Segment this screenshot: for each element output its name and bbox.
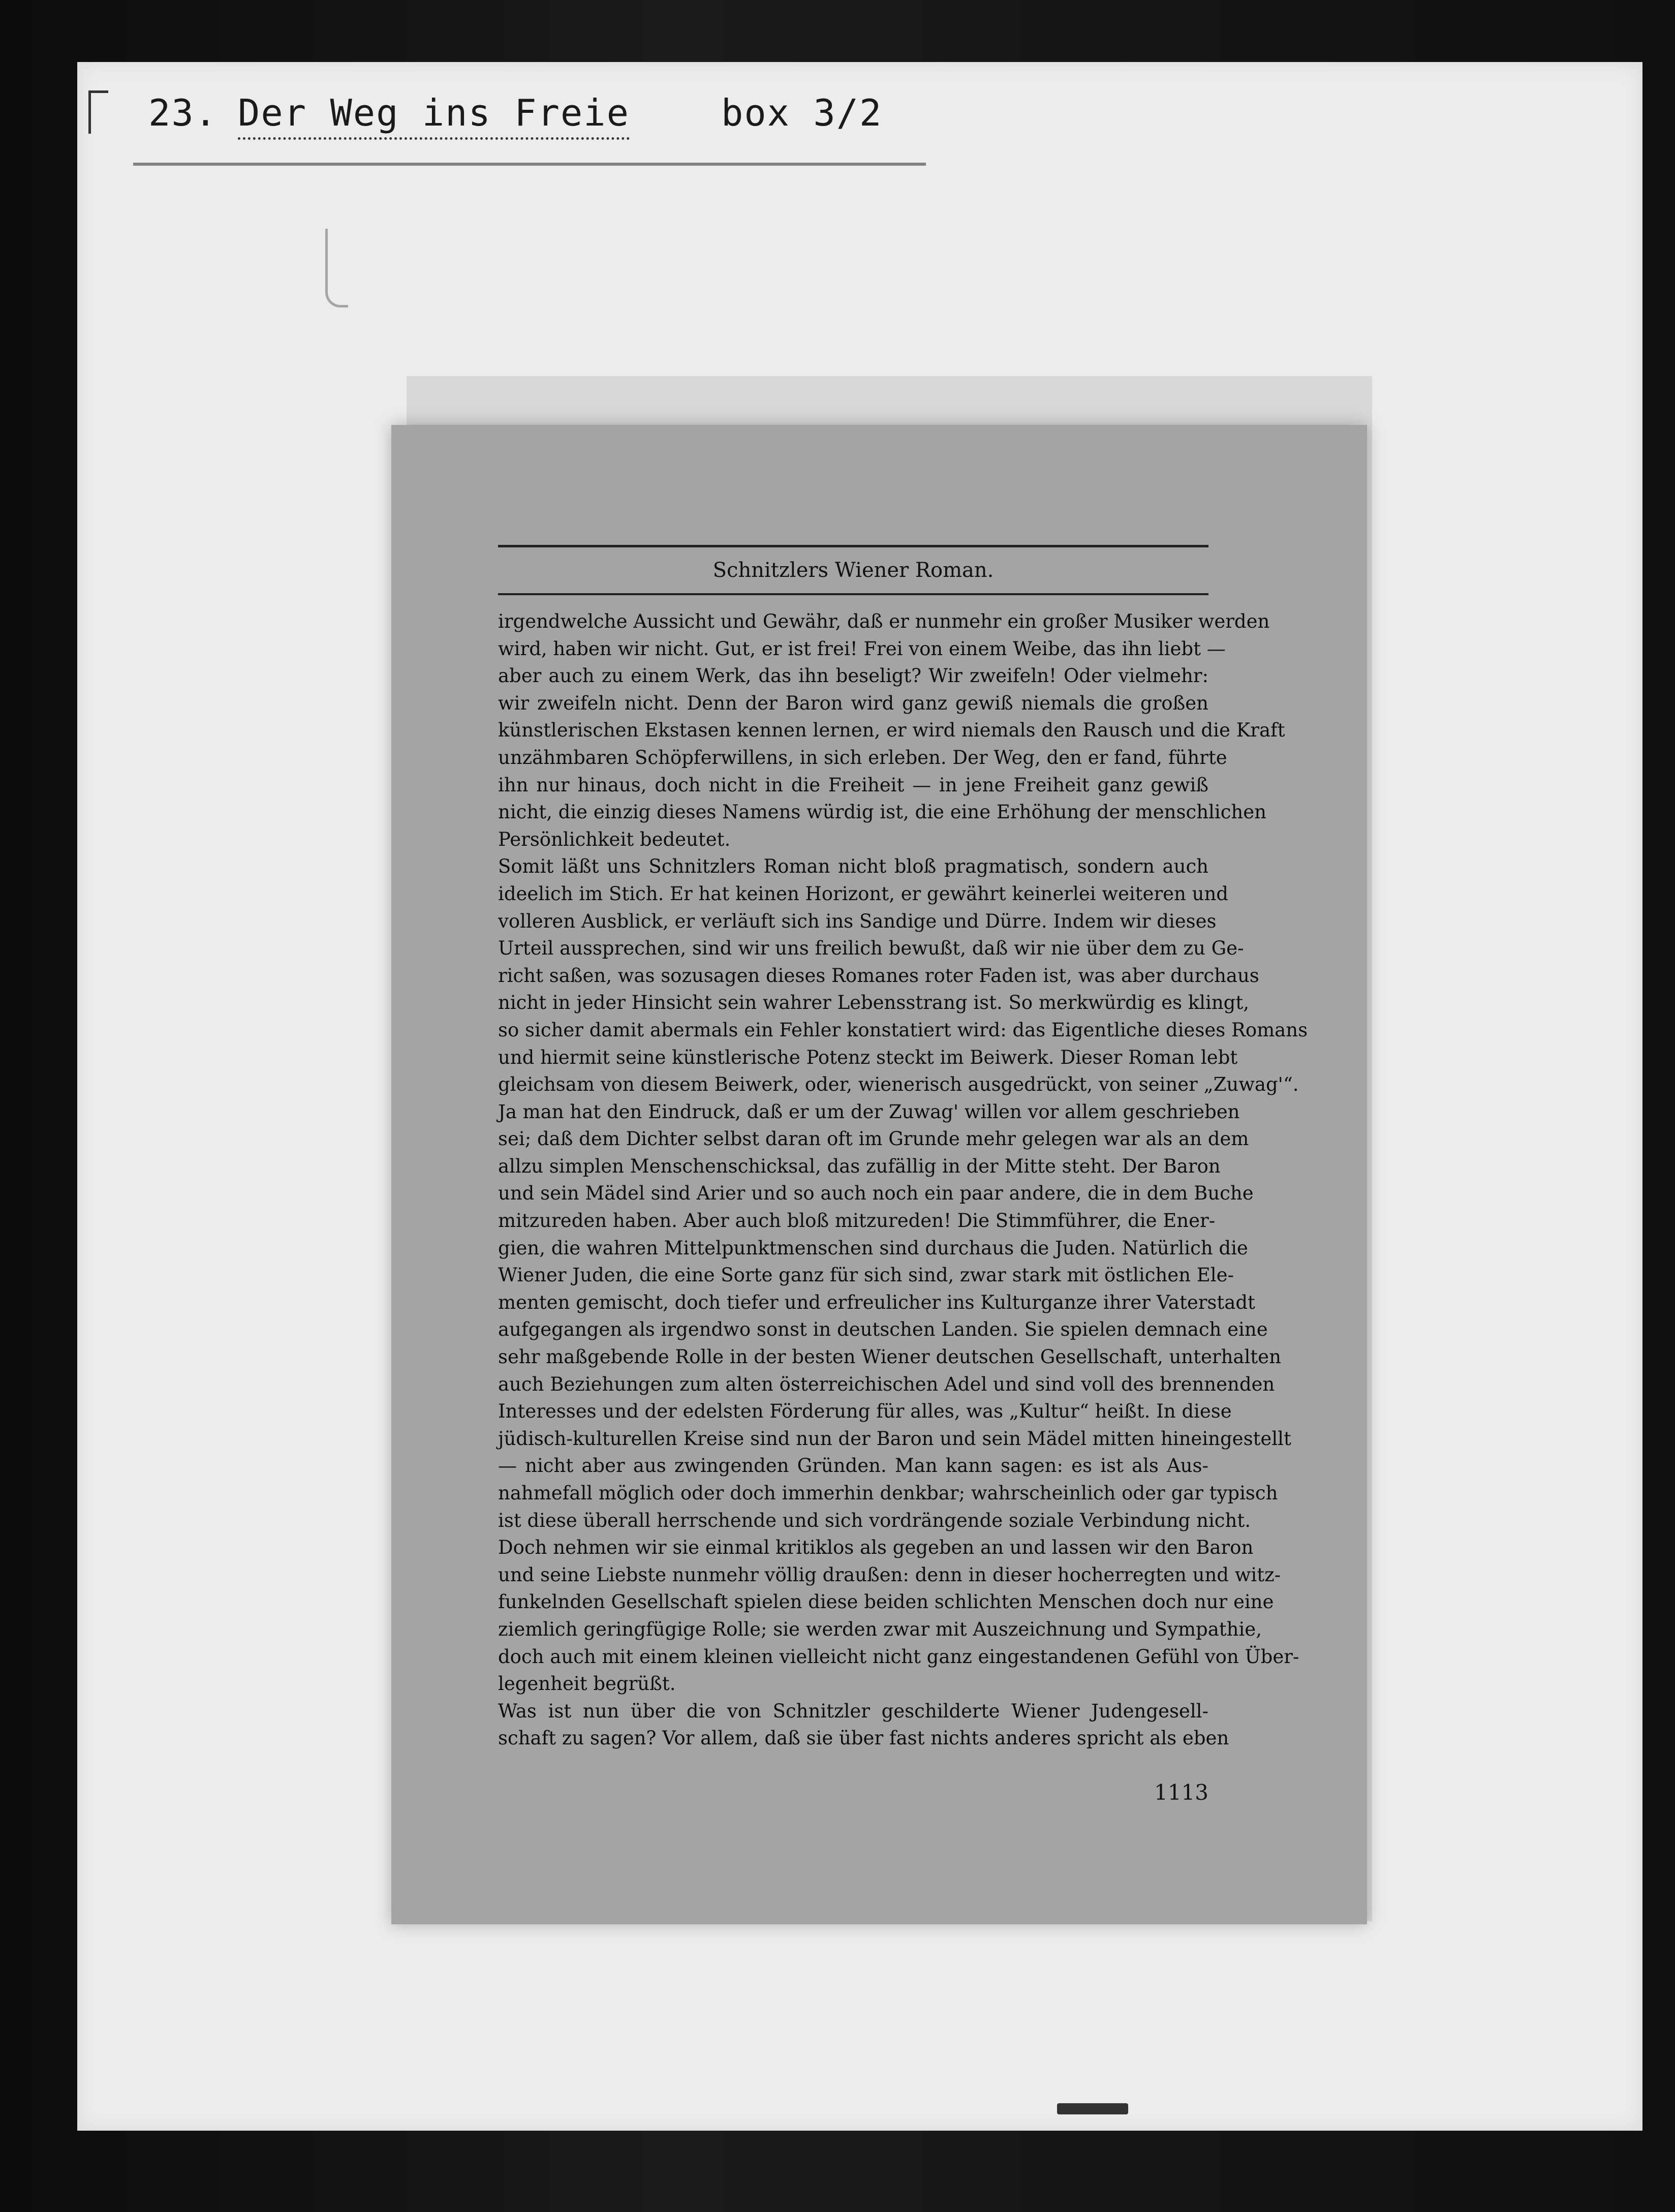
article-line: — nicht aber aus zwingenden Gründen. Man kann sagen: es ist als Aus-	[498, 1455, 1208, 1477]
pencil-mark	[325, 229, 348, 308]
article-line: auch Beziehungen zum alten österreichischen Adel und sind voll des brennenden	[498, 1373, 1275, 1395]
newspaper-clipping	[391, 425, 1367, 1924]
article-line: nicht, die einzig dieses Namens würdig ist, die eine Erhöhung der menschlichen	[498, 801, 1266, 823]
article-line: nahmefall möglich oder doch immerhin denkbar; wahrscheinlich oder gar typisch	[498, 1482, 1278, 1504]
article-line: legenheit begrüßt.	[498, 1673, 676, 1695]
article-line: nicht in jeder Hinsicht sein wahrer Lebensstrang ist. So merkwürdig es klingt,	[498, 992, 1249, 1014]
article-line: Urteil aussprechen, sind wir uns freilich bewußt, daß wir nie über dem zu Ge-	[498, 937, 1244, 960]
article-line: mitzureden haben. Aber auch bloß mitzureden! Die Stimmführer, die Ener-	[498, 1210, 1216, 1232]
article-line: ist diese überall herrschende und sich vordrängende soziale Verbindung nicht.	[498, 1509, 1251, 1531]
article-line: Ja man hat den Eindruck, daß er um der Zuwag' willen vor allem geschrieben	[498, 1100, 1240, 1123]
article-line: allzu simplen Menschenschicksal, das zufällig in der Mitte steht. Der Baron	[498, 1155, 1221, 1177]
article-line: sei; daß dem Dichter selbst daran oft im Grunde mehr gelegen war als an dem	[498, 1128, 1249, 1150]
item-title: Der Weg ins Freie	[238, 91, 630, 140]
article-line: ziemlich geringfügige Rolle; sie werden zwar mit Auszeichnung und Sympathie,	[498, 1618, 1262, 1640]
article-line: Wiener Juden, die eine Sorte ganz für sich sind, zwar stark mit östlichen Ele-	[498, 1264, 1234, 1286]
article-line: sehr maßgebende Rolle in der besten Wiener deutschen Gesellschaft, unterhalten	[498, 1346, 1281, 1368]
article-line: und sein Mädel sind Arier und so auch noch ein paar andere, die in dem Buche	[498, 1182, 1254, 1205]
article-line: Interesses und der edelsten Förderung für alles, was „Kultur“ heißt. In diese	[498, 1400, 1232, 1423]
box-label: box 3/2	[721, 91, 883, 134]
article-line: schaft zu sagen? Vor allem, daß sie über fast nichts anderes spricht als eben	[498, 1727, 1229, 1749]
article-line: unzähmbaren Schöpferwillens, in sich erleben. Der Weg, den er fand, führte	[498, 746, 1227, 769]
bottom-clip-mark	[1057, 2103, 1128, 2114]
article-line: gien, die wahren Mittelpunktmenschen sind durchaus die Juden. Natürlich die	[498, 1237, 1248, 1259]
article-line: volleren Ausblick, er verläuft sich ins Sandige und Dürre. Indem wir dieses	[498, 910, 1217, 932]
running-head-text: Schnitzlers Wiener Roman.	[712, 559, 994, 582]
page-number: 1113	[1154, 1780, 1208, 1805]
article-line: ihn nur hinaus, doch nicht in die Freiheit — in jene Freiheit ganz gewiß	[498, 774, 1208, 796]
article-line: Persönlichkeit bedeutet.	[498, 828, 731, 850]
article-line: künstlerischen Ekstasen kennen lernen, er wird niemals den Rausch und die Kraft	[498, 719, 1285, 742]
running-head	[498, 545, 1208, 595]
article-line: irgendwelche Aussicht und Gewähr, daß er nunmehr ein großer Musiker werden	[498, 610, 1270, 632]
article-line: gleichsam von diesem Beiwerk, oder, wienerisch ausgedrückt, von seiner „Zuwag'“.	[498, 1073, 1299, 1096]
article-line: und seine Liebste nunmehr völlig draußen: denn in dieser hocherregten und witz-	[498, 1563, 1281, 1586]
article-line: Somit läßt uns Schnitzlers Roman nicht bloß pragmatisch, sondern auch	[498, 855, 1208, 878]
archive-header	[148, 91, 882, 134]
article-line: funkelnden Gesellschaft spielen diese beiden schlichten Menschen doch nur eine	[498, 1591, 1274, 1613]
article-line: menten gemischt, doch tiefer und erfreulicher ins Kulturganze ihrer Vaterstadt	[498, 1291, 1255, 1313]
article-line: ideelich im Stich. Er hat keinen Horizont, er gewährt keinerlei weiteren und	[498, 882, 1228, 905]
card-corner-mark	[88, 90, 108, 134]
article-line: und hiermit seine künstlerische Potenz steckt im Beiwerk. Dieser Roman lebt	[498, 1046, 1238, 1068]
article-line: aber auch zu einem Werk, das ihn beseligt? Wir zweifeln! Oder vielmehr:	[498, 665, 1208, 687]
article-body	[498, 608, 1308, 1752]
header-underline	[133, 163, 926, 166]
article-line: jüdisch-kulturellen Kreise sind nun der Baron und sein Mädel mitten hineingestellt	[498, 1427, 1291, 1450]
article-line: richt saßen, was sozusagen dieses Romanes roter Faden ist, was aber durchaus	[498, 964, 1259, 987]
item-number: 23.	[148, 91, 218, 134]
article-line: Was ist nun über die von Schnitzler geschilderte Wiener Judengesell-	[498, 1700, 1208, 1722]
article-line: doch auch mit einem kleinen vielleicht nicht ganz eingestandenen Gefühl von Über-	[498, 1645, 1299, 1668]
article-line: Doch nehmen wir sie einmal kritiklos als gegeben an und lassen wir den Baron	[498, 1537, 1254, 1559]
article-line: wird, haben wir nicht. Gut, er ist frei! Frei von einem Weibe, das ihn liebt —	[498, 637, 1226, 660]
article-line: wir zweifeln nicht. Denn der Baron wird ganz gewiß niemals die großen	[498, 692, 1208, 714]
article-line: so sicher damit abermals ein Fehler konstatiert wird: das Eigentliche dieses Romans	[498, 1019, 1308, 1041]
article-line: aufgegangen als irgendwo sonst in deutschen Landen. Sie spielen demnach eine	[498, 1318, 1268, 1341]
